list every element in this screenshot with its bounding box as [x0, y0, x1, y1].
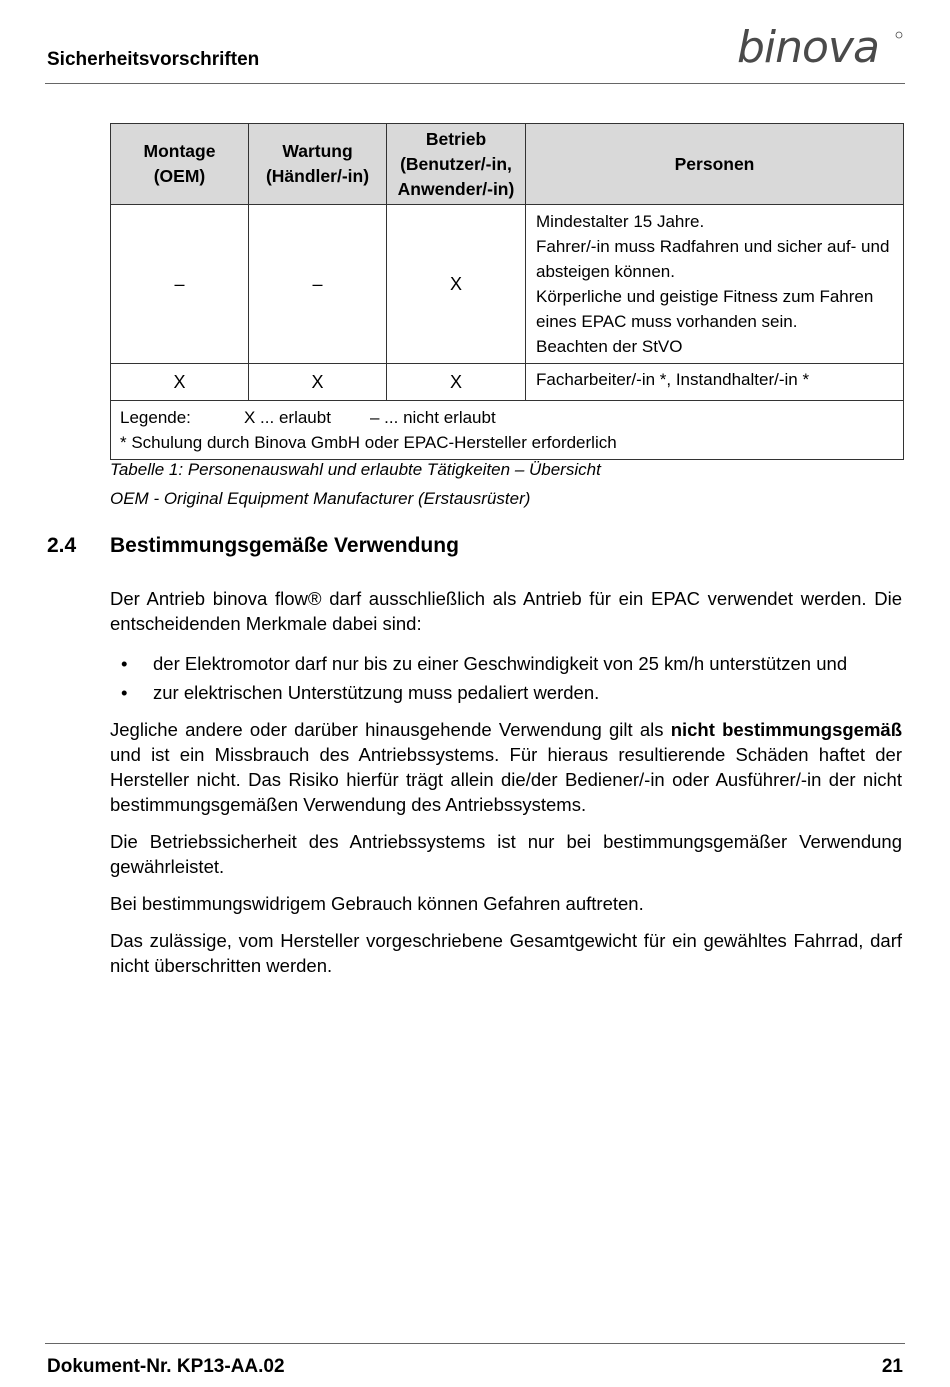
header-montage: Montage (OEM) [111, 124, 249, 205]
oem-caption: OEM - Original Equipment Manufacturer (Erstausrüster) [110, 489, 531, 508]
cell-wartung: – [249, 205, 387, 364]
page-header-title: Sicherheitsvorschriften [47, 49, 260, 70]
section-heading [47, 534, 459, 558]
header-divider [45, 83, 905, 84]
section-number: 2.4 [47, 534, 77, 557]
cell-personen [526, 205, 904, 364]
binova-logo [735, 26, 905, 70]
misuse-suffix: und ist ein Missbrauch des Antriebssystems. Für hieraus resultierende Schäden haftet der Hersteller nicht. Das Risiko hierfür trägt allein die/der Bediener/-in oder Ausführer/-in der nicht bestimmungsgemäßen Verwendung des Antriebssystems. [110, 744, 902, 815]
persons-activities-table [110, 123, 904, 460]
weight-paragraph: Das zulässige, vom Hersteller vorgeschriebene Gesamtgewicht für ein gewähltes Fahrrad, darf nicht überschritten werden. [110, 930, 902, 976]
cell-personen [526, 364, 904, 401]
cell-betrieb: X [387, 205, 526, 364]
header-betrieb: Betrieb (Benutzer/-in, Anwender/-in) [387, 124, 526, 205]
cell-montage: – [111, 205, 249, 364]
personen-line: Fahrer/-in muss Radfahren und sicher auf- und absteigen können. [536, 237, 890, 281]
page-number: 21 [881, 1356, 903, 1377]
bullet-text: der Elektromotor darf nur bis zu einer Geschwindigkeit von 25 km/h unterstützen und [153, 653, 848, 674]
misuse-bold: nicht bestimmungsgemäß [670, 719, 902, 740]
table-caption: Tabelle 1: Personenauswahl und erlaubte Tätigkeiten – Übersicht [110, 460, 601, 479]
cell-wartung: X [249, 364, 387, 401]
personen-line: Facharbeiter/-in *, Instandhalter/-in * [536, 370, 810, 389]
legend-not-allowed: – ... nicht erlaubt [370, 408, 496, 427]
legend-label: Legende: [120, 408, 191, 427]
personen-line: Beachten der StVO [536, 337, 683, 356]
footer-divider [45, 1343, 905, 1344]
legend-row [111, 401, 904, 460]
misuse-prefix: Jegliche andere oder darüber hinausgehende Verwendung gilt als [110, 719, 671, 740]
misuse-paragraph [110, 717, 902, 817]
personen-line: Körperliche und geistige Fitness zum Fahren eines EPAC muss vorhanden sein. [536, 287, 874, 331]
table-row [111, 205, 904, 364]
bullet-icon: • [121, 653, 128, 674]
danger-paragraph: Bei bestimmungswidrigem Gebrauch können Gefahren auftreten. [110, 893, 644, 914]
header-wartung: Wartung (Händler/-in) [249, 124, 387, 205]
svg-text:binova: binova [737, 26, 879, 70]
table-row [111, 364, 904, 401]
section-title: Bestimmungsgemäße Verwendung [110, 534, 459, 557]
safety-paragraph: Die Betriebssicherheit des Antriebssystems ist nur bei bestimmungsgemäßer Verwendung gewährleistet. [110, 831, 902, 877]
personen-line: Mindestalter 15 Jahre. [536, 212, 705, 231]
bullet-text: zur elektrischen Unterstützung muss pedaliert werden. [153, 682, 600, 703]
cell-montage: X [111, 364, 249, 401]
document-number: Dokument-Nr. KP13-AA.02 [47, 1356, 285, 1377]
cell-betrieb: X [387, 364, 526, 401]
bullet-icon: • [121, 682, 128, 703]
legend-allowed: X ... erlaubt [244, 408, 331, 427]
header-personen: Personen [526, 124, 904, 205]
legend-note: * Schulung durch Binova GmbH oder EPAC-Hersteller erforderlich [120, 433, 617, 452]
intro-paragraph: Der Antrieb binova flow® darf ausschließlich als Antrieb für ein EPAC verwendet werden. Die entscheidenden Merkmale dabei sind: [110, 588, 902, 634]
table-legend [111, 401, 904, 460]
